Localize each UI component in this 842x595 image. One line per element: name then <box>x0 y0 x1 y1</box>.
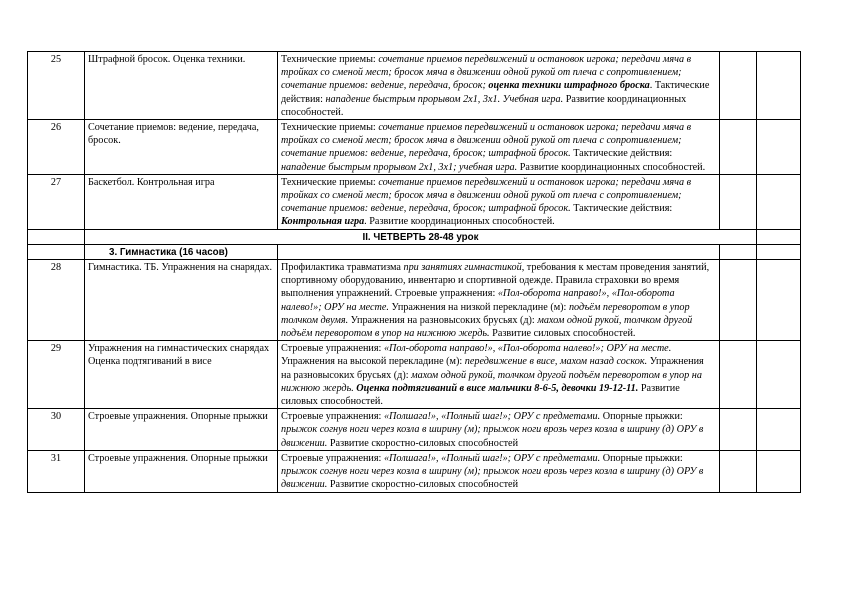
date-fact-cell <box>757 120 801 175</box>
empty-cell <box>757 229 801 244</box>
empty-cell <box>28 229 85 244</box>
content-fragment: Технические приемы: <box>281 54 379 65</box>
content-fragment: . Тактические действия: <box>281 80 710 105</box>
content-fragment: Тактические действия: <box>570 203 673 215</box>
content-fragment: . Развитие координационных способностей. <box>364 216 555 228</box>
content-fragment: подъём переворотом в упор толчком двумя. <box>281 301 690 326</box>
content-fragment: Тактические действия: <box>570 148 673 160</box>
empty-cell <box>28 244 85 259</box>
lesson-topic-line: Упражнения на гимнастических снарядах <box>88 343 270 355</box>
content-fragment: Развитие координационных способностей. <box>281 93 687 118</box>
lesson-number: 27 <box>28 174 85 229</box>
content-fragment: махом одной рукой, толчком другой подъём переворотом в упор на нижнюю жердь. <box>281 369 702 394</box>
content-fragment: Оценка подтягиваний в висе мальчики 8-6-5, девочки 19-12-11. <box>356 382 639 394</box>
content-fragment: нападение быстрым прорывом 2x1, 3x1; учебная игра. <box>281 161 518 173</box>
date-fact-cell <box>757 260 801 341</box>
table-row <box>28 341 801 409</box>
content-fragment: махом одной рукой, толчком другой подъём переворотом в упор на нижнюю жердь. <box>281 314 693 340</box>
lesson-topic-line: Строевые упражнения. Опорные прыжки <box>88 452 268 464</box>
quarter-heading: II. ЧЕТВЕРТЬ 28-48 урок <box>85 229 757 244</box>
content-fragment: Строевые упражнения: <box>281 452 384 464</box>
lesson-topic <box>85 341 278 409</box>
content-fragment: прыжок согнув ноги через козла в ширину (м); прыжок ноги врозь через козла в ширину (д) ОРУ в движении. <box>281 424 704 449</box>
content-fragment: Развитие скоростно-силовых способностей <box>327 479 519 491</box>
lesson-number: 28 <box>28 260 85 341</box>
lesson-topic <box>85 120 278 175</box>
content-fragment: , требования к местам проведения занятий, спортивному оборудованию, инвентарю и спортивной одежде. Правила страховки во время выполнения упражнений. Строевые упражнения: <box>281 262 710 300</box>
content-fragment: Строевые упражнения: <box>281 343 384 355</box>
lesson-content <box>278 174 720 229</box>
lesson-number: 25 <box>28 52 85 120</box>
content-fragment: Упражнения на разновысоких брусьях (д): <box>281 356 704 381</box>
lesson-topic-line: Баскетбол. Контрольная игра <box>88 176 215 188</box>
content-fragment: сочетание приемов передвижений и остановок игрока; передачи мяча в тройках со сменой мест; бросок мяча в движении одной рукой от плеча с сопротивлением; сочетание приемов: ведение, передача, бросок; штрафной бросок. <box>281 176 692 215</box>
table-row <box>28 450 801 492</box>
content-fragment: Развитие координационных способностей. <box>517 161 706 173</box>
content-fragment: «Полшага!», «Полный шаг!»; ОРУ с предметами. <box>383 452 601 464</box>
content-fragment: Развитие силовых способностей. <box>489 328 636 340</box>
content-fragment: при занятиях гимнастикой <box>403 262 522 274</box>
date-plan-cell <box>720 260 757 341</box>
lesson-topic-line: Штрафной бросок. Оценка техники. <box>88 54 246 65</box>
content-fragment: сочетание приемов передвижений и остановок игрока; передачи мяча в тройках со сменой мест; бросок мяча в движении одной рукой от плеча с сопротивлением; сочетание приемов: ведение, передача, бросок; <box>281 54 692 92</box>
section-heading-row <box>28 244 801 259</box>
date-fact-cell <box>757 174 801 229</box>
quarter-heading-row <box>28 229 801 244</box>
lesson-content <box>278 450 720 492</box>
content-fragment: сочетание приемов передвижений и остановок игрока; передачи мяча в тройках со сменой мест; бросок мяча в движении одной рукой от плеча с сопротивлением; сочетание приемов: ведение, передача, бросок; штрафной бросок. <box>281 122 692 160</box>
lesson-topic <box>85 52 278 120</box>
content-fragment: Технические приемы: <box>281 122 379 134</box>
lesson-plan-table <box>27 51 801 493</box>
content-fragment: «Пол-оборота направо!», «Пол-оборота налево!»; ОРУ на месте. <box>383 343 672 355</box>
content-fragment: Развитие силовых способностей. <box>281 382 680 408</box>
empty-cell <box>757 244 801 259</box>
section-heading: 3. Гимнастика (16 часов) <box>85 244 278 259</box>
content-fragment: Упражнения на низкой перекладине (м): <box>388 301 569 313</box>
date-fact-cell <box>757 341 801 409</box>
lesson-topic <box>85 409 278 451</box>
date-fact-cell <box>757 409 801 451</box>
date-plan-cell <box>720 120 757 175</box>
lesson-number: 26 <box>28 120 85 175</box>
content-fragment: Профилактика травматизма <box>281 262 404 274</box>
lesson-content <box>278 260 720 341</box>
content-fragment: передвижение в висе, махом назад соскок. <box>464 356 648 368</box>
table-row <box>28 174 801 229</box>
lesson-topic <box>85 174 278 229</box>
content-fragment: «Пол-оборота направо!», «Пол-оборота налево!»; ОРУ на месте. <box>281 288 675 313</box>
date-plan-cell <box>720 409 757 451</box>
date-plan-cell <box>720 341 757 409</box>
empty-cell <box>720 244 757 259</box>
content-fragment: Строевые упражнения: <box>281 411 384 423</box>
content-fragment: «Полшага!», «Полный шаг!»; ОРУ с предметами. <box>383 411 601 423</box>
lesson-topic-line: Строевые упражнения. Опорные прыжки <box>88 411 268 423</box>
date-fact-cell <box>757 52 801 120</box>
lesson-number: 31 <box>28 450 85 492</box>
lesson-content <box>278 52 720 120</box>
content-fragment: оценка техники штрафного броска <box>488 80 650 92</box>
lesson-number: 29 <box>28 341 85 409</box>
lesson-topic <box>85 260 278 341</box>
lesson-topic <box>85 450 278 492</box>
lesson-content <box>278 409 720 451</box>
content-fragment: Опорные прыжки: <box>600 452 683 464</box>
content-fragment: Контрольная игра <box>281 216 365 228</box>
lesson-content <box>278 341 720 409</box>
date-fact-cell <box>757 450 801 492</box>
table-row <box>28 409 801 451</box>
table-row <box>28 260 801 341</box>
content-fragment: Технические приемы: <box>281 176 379 188</box>
empty-cell <box>278 244 720 259</box>
lesson-content <box>278 120 720 175</box>
date-plan-cell <box>720 450 757 492</box>
date-plan-cell <box>720 52 757 120</box>
table-row <box>28 120 801 175</box>
content-fragment: Развитие скоростно-силовых способностей <box>327 437 519 449</box>
lesson-topic-line: Оценка подтягиваний в висе <box>88 356 212 368</box>
lesson-topic-line: Гимнастика. ТБ. Упражнения на снарядах. <box>88 262 273 274</box>
content-fragment: Упражнения на высокой перекладине (м): <box>281 356 465 368</box>
lesson-number: 30 <box>28 409 85 451</box>
content-fragment: прыжок согнув ноги через козла в ширину (м); прыжок ноги врозь через козла в ширину (д) ОРУ в движении. <box>281 466 704 491</box>
content-fragment: Упражнения на разновысоких брусьях (д): <box>348 314 538 326</box>
lesson-topic-line: Сочетание приемов: ведение, передача, бросок. <box>88 122 259 147</box>
content-fragment: нападение быстрым прорывом 2x1, 3x1. Учебная игра. <box>325 93 564 105</box>
date-plan-cell <box>720 174 757 229</box>
content-fragment: Опорные прыжки: <box>600 411 683 423</box>
table-row <box>28 52 801 120</box>
